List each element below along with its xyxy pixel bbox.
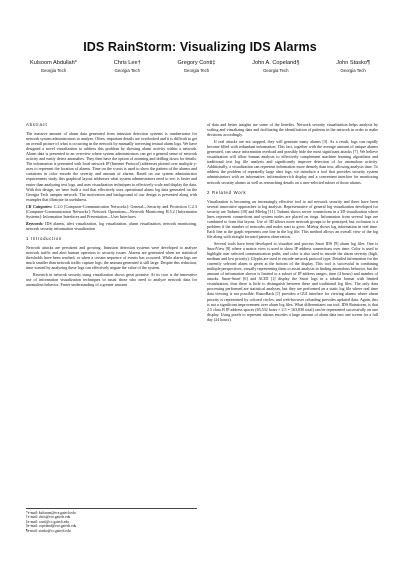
footnote: ¶e-mail: stasko@cc.gatech.edu [26,528,71,533]
author-name: John Stasko¶ [336,60,370,66]
cr-text: C.2.0 [Computer-Communication Networks]: General—Security and Protection C.2.3 [Computer-Communication Networks]: Network Operations—Network Monitoring H.5.2 [Information Systems]: Information Interfaces and Presentation—User Interfaces [26,203,197,219]
author-3 [178,60,216,73]
paper-title: IDS RainStorm: Visualizing IDS Alarms [83,40,317,54]
author-affiliation: Georgia Tech [263,67,289,73]
author-2 [114,60,141,73]
footnote: †e-mail: chris@ece.gatech.edu [26,515,71,520]
author-name: Gregory Conti‡ [177,60,216,66]
cr-categories [26,204,197,219]
keywords [26,221,197,231]
intro-paragraph-2: Research in network security using visualization shows great promise. At its core is the innovative use of information visualization techniques to assist those who need to analyze network data for anomalous behavior. Faster understanding of a greater amount [26,272,197,288]
related-work-paragraph-1: Visualization is becoming an increasingly effective tool to aid network security and there have been several innovative approaches to log analysis. Representative of general log visualization developed for security are Tudumi [10] and Mielog [11]. Tudumi shows server connections in a 3D visualization where lines represent connections and system nodes are placed on rings. Information from several logs are combined to form this layout. Use of 3D allows more network groups to be portrayed, but occlusion is a problem if the number of networks and nodes start to grow. Mielog shows log information in real time. Each line at the graph represents one line in the log file. This method allows an overall view of the log file along with straight forward pattern observation. [207,198,378,239]
left-column [26,122,197,289]
author-name: John A. Copeland§ [252,60,300,66]
author-5 [336,60,370,73]
author-list [30,60,370,73]
footnotes [26,508,197,533]
cr-label: CR Categories: [26,203,53,209]
related-work-heading: 2 Related Work [207,189,247,195]
abstract-text: The massive amount of alarm data generated from intrusion detection systems is cumbersome for network system administrators to analyze. Often, important details are overlooked and it is difficult to get an overall picture of what is occurring in the network by manually traversing textual alarm logs. We have designed a novel visualization to address this problem by showing alarm activity within a network. Alarm data is presented in an overview where system administrators can get a general sense of network activity and easily detect anomalies. They then have the option of zooming and drilling down for details. The information is presented with local network IP (Internet Protocol) addresses plotted over multiple y-axes to represent the location of alarms. Time on the x-axis is used to show the pattern of the alarms and variations in color encode the severity and amount of alarms. Based on our system administrator requirements study, this graphical layout addresses what system administrators need to see, is faster and easier than analyzing text logs, and uses visualization techniques to effectively scale and display the data. With this design, we have built a tool that effectively uses operational alarm log data generated on the Georgia Tech campus network. The motivation and background of our design is presented along with examples that illustrate its usefulness. [26,131,197,202]
footnote: §e-mail: copeland@ece.gatech.edu [26,524,77,529]
author-affiliation: Georgia Tech [340,67,366,73]
related-work-paragraph-2: Several tools have been developed to visualize and process Snort IDS [9] alarm log files. One is SnortView [8] where a matrix view is used to show IP address connections over time. Color is used to highlight user selected communication paths, and color is also used to encode the alarm severity (high, medium and low priority). Glyphs are used to encode network protocol type. Detailed information for the currently selected alarm is given at the bottom of the display. This tool is successful in combining multiple perspectives, visually representing them to assist analysts in finding anomalous behavior, but the amount of information shown is limited to a subset of IP address ranges, time (4 hours) and number of attacks. Snort-Snarf [6] and ACID [1] display the Snort logs in a tabular format with limited visualization, thus there is little to distinguish between these and traditional log files. The only data processing performed are statistical analyses, but they are performed on a static log file where real time data viewing is not possible. RazorBack [1] provides a GUI interface for viewing alarms where alarm priority is represented by colored circles, and web-browser reloading provides updated data. Again, this is not a significant improvement over alarm log files. What differentiates our tool, IDS Rainstorm, is that 2.5 class B IP address spaces (65,532 hosts × 2.5 = 163,830 total) can be represented successfully on one display. Using pixels to represent alarms encodes a large amount of alarm data into one screen for a full day (24 hours). [207,240,379,322]
keywords-label: Keywords: [26,220,44,226]
author-name: Chris Lee† [113,60,141,66]
author-affiliation: Georgia Tech [114,67,140,73]
author-affiliation: Georgia Tech [183,67,210,73]
paragraph-continued: of data and better insights are some of the benefits. Network security visualization helps analysts by scaling and visualizing data and facilitating the identification of patterns in the network in order to make decisions accordingly. [207,122,378,138]
intro-paragraph-1: Network attacks are persistent and growing. Intrusion detection systems were developed to analyze network traffic and alert human operators to security issues. Alarms are generated when set statistical thresholds have been reached, or when a certain sequence of events has occurred. While alarm logs are much smaller than network traffic capture logs, the amount generated is still large. Despite this reduction, time wasted by analyzing these logs can effectively negate the value of the system. [26,244,197,271]
paragraph-alarms: If real attacks are not stopped, they will generate many alarms [3]. As a result, logs can rapidly become filled with redundant information. This fact, together with the average amount of unique alarms generated, can cause information overload and possibly hide the most significant attacks [7]. We believe visualization will allow human analysts to effectively complement machine learning algorithms and traditional text log file analysis and significantly improve detection of for anomalous activity. Additionally, a visualization can represent information more densely than text, allowing analysis time. To address the problem of repeatedly large alert logs, we introduce a tool that provides security system administrators with an informative, information-rich display and a convenient interface for monitoring network security alarms as well as researching details on a user-selected subset of those alarms. [207,139,378,185]
footnote: ‡e-mail: conti@cc.gatech.edu [26,519,69,524]
keywords-text: IDS alarms, alert visualization, log visualization, alarm visualization, network monitoring, network security information visualization [26,220,197,231]
author-name: Kulsoom Abdullah* [30,60,77,66]
intro-heading: 1 Introduction [26,235,62,241]
footnote: *e-mail: kulsoom@ece.gatech.edu [26,510,76,515]
right-column [207,122,378,324]
author-1 [30,60,77,73]
abstract-heading: Abstract [26,122,48,127]
author-4 [252,60,299,73]
author-affiliation: Georgia Tech [40,67,67,73]
